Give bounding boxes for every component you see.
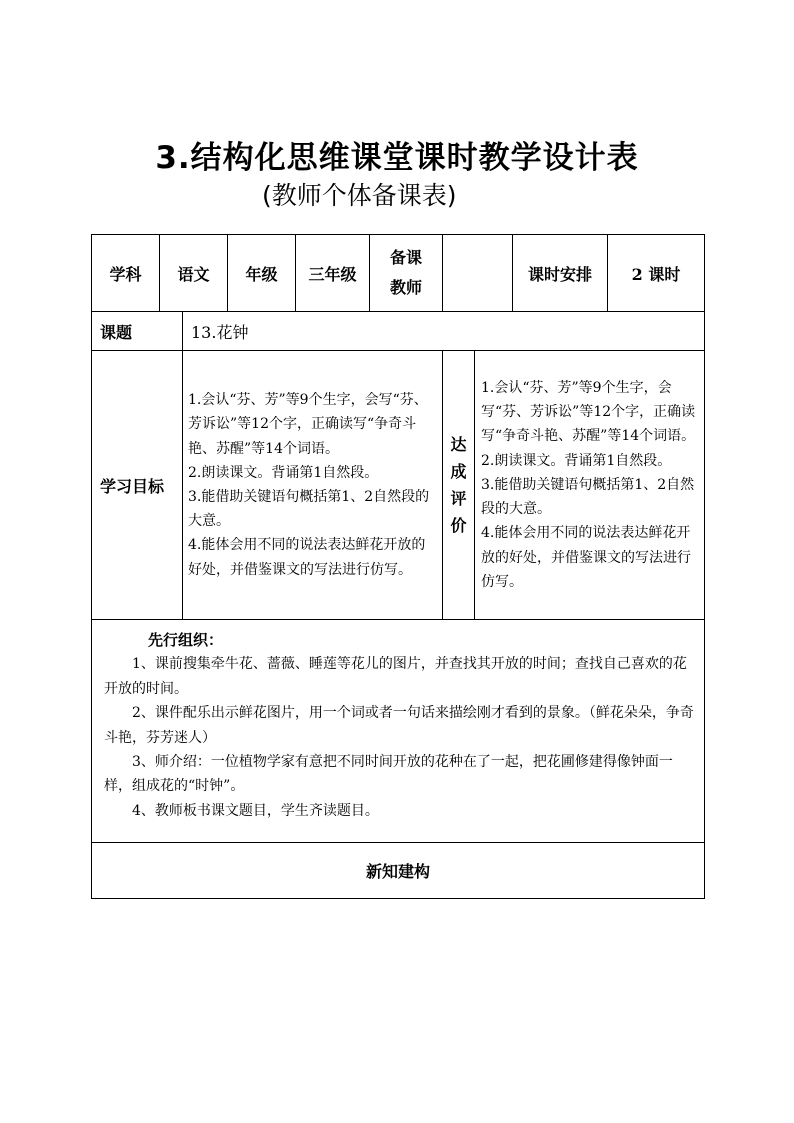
eval-item: 2.朗读课文。背诵第1自然段。 <box>481 452 672 469</box>
page-subtitle: (教师个体备课表) <box>262 181 457 210</box>
topic-row <box>92 312 705 351</box>
grade-label: 年级 <box>228 235 296 312</box>
topic-label: 课题 <box>92 312 183 351</box>
lesson-plan-table <box>91 234 705 899</box>
eval-label-char: 成 <box>450 462 467 481</box>
goal-item: 1.会认“芬、芳”等9个生字，会写“芬、芳诉讼”等12个字，正确读写“争奇斗艳、苏醒”等14个词语。 <box>188 392 428 457</box>
organizer-paragraph: 1、课前搜集牵牛花、蔷薇、睡莲等花儿的图片，并查找其开放的时间；查找自己喜欢的花开放的时间。 <box>104 656 687 697</box>
teacher-label-line2: 教师 <box>390 278 423 297</box>
organizer-paragraph: 4、教师板书课文题目，学生齐读题目。 <box>132 802 379 819</box>
teacher-value <box>443 235 513 312</box>
goal-item: 4.能体会用不同的说法表达鲜花开放的好处，并借鉴课文的写法进行仿写。 <box>188 537 426 578</box>
goal-item: 2.朗读课文。背诵第1自然段。 <box>188 464 379 481</box>
goals-content <box>183 351 443 620</box>
schedule-label: 课时安排 <box>513 235 608 312</box>
eval-content <box>475 351 705 620</box>
organizer-paragraph: 2、课件配乐出示鲜花图片，用一个词或者一句话来描绘刚才看到的景象。（鲜花朵朵，争奇斗艳，芬芳迷人） <box>104 705 694 746</box>
subject-label: 学科 <box>92 235 160 312</box>
page-title: 3.结构化思维课堂课时教学设计表 <box>155 140 639 176</box>
subject-value: 语文 <box>160 235 228 312</box>
teacher-label <box>370 235 443 312</box>
organizer-cell <box>92 620 705 843</box>
organizer-heading: 先行组织： <box>148 631 224 649</box>
eval-label-char: 价 <box>450 516 467 535</box>
eval-label <box>443 351 475 620</box>
teacher-label-line1: 备课 <box>390 248 423 267</box>
eval-item: 4.能体会用不同的说法表达鲜花开放的好处，并借鉴课文的写法进行仿写。 <box>481 525 692 590</box>
goal-item: 3.能借助关键语句概括第1、2自然段的大意。 <box>188 489 430 530</box>
goals-label: 学习目标 <box>92 351 183 620</box>
eval-label-char: 达 <box>450 435 467 454</box>
header-row <box>92 235 705 312</box>
goals-row <box>92 351 705 620</box>
eval-item: 1.会认“芬、芳”等9个生字，会写“芬、芳诉讼”等12个字，正确读写“争奇斗艳、苏醒”等14个词语。 <box>481 380 696 445</box>
schedule-value: 2 课时 <box>608 235 705 312</box>
organizer-row <box>92 620 705 843</box>
section-title: 新知建构 <box>92 843 705 899</box>
section-row <box>92 843 705 899</box>
grade-value: 三年级 <box>296 235 370 312</box>
topic-value: 13.花钟 <box>183 312 705 351</box>
eval-label-char: 评 <box>450 489 467 508</box>
eval-item: 3.能借助关键语句概括第1、2自然段的大意。 <box>481 476 695 518</box>
organizer-paragraph: 3、师介绍：一位植物学家有意把不同时间开放的花种在了一起，把花圃修建得像钟面一样，组成花的“时钟”。 <box>104 754 673 795</box>
